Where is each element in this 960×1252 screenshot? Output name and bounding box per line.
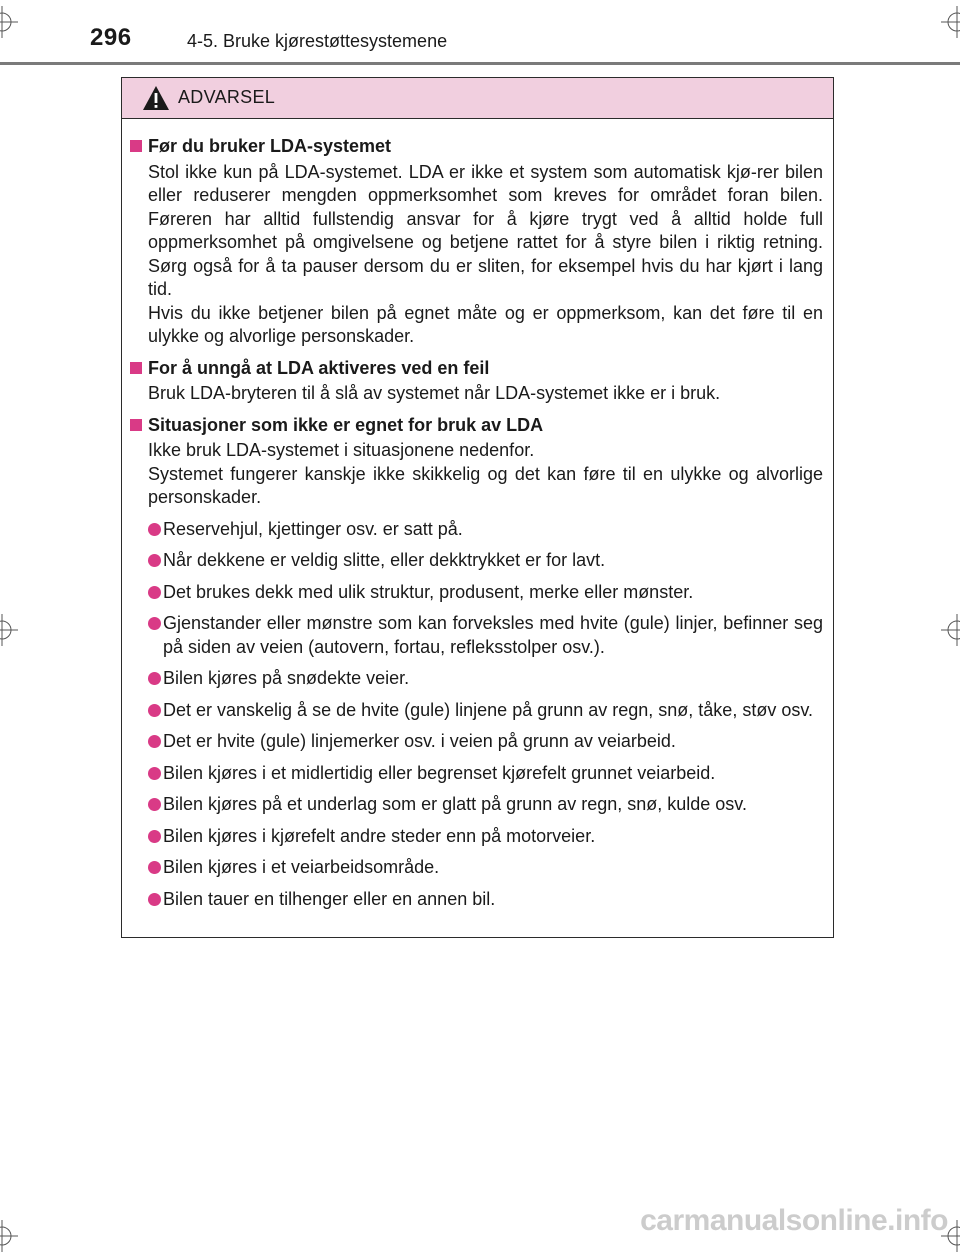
list-item-text: Reservehjul, kjettinger osv. er satt på.	[163, 518, 463, 539]
bullet-dot-icon	[148, 672, 161, 685]
list-item	[130, 667, 823, 691]
watermark: carmanualsonline.info	[640, 1204, 948, 1237]
header-rule	[0, 62, 960, 65]
list-item	[130, 888, 823, 912]
warning-box	[121, 77, 834, 938]
list-item-text: Det er hvite (gule) linjemerker osv. i veien på grunn av veiarbeid.	[163, 731, 676, 751]
bullet-dot-icon	[148, 830, 161, 843]
bullet-dot-icon	[148, 523, 161, 536]
situation-list	[130, 518, 823, 912]
list-item	[130, 612, 823, 659]
crop-mark-mid-right	[941, 614, 960, 646]
bullet-dot-icon	[148, 617, 161, 630]
list-item	[130, 699, 823, 723]
square-bullet-icon	[130, 362, 142, 374]
paragraph: Ikke bruk LDA-systemet i situasjonene nedenfor.	[148, 440, 535, 460]
page-header	[0, 0, 960, 64]
list-item-text: Når dekkene er veldig slitte, eller dekktrykket er for lavt.	[163, 550, 606, 570]
section-heading	[130, 414, 823, 438]
list-item-text: Bilen kjøres i kjørefelt andre steder enn på motorveier.	[163, 825, 596, 846]
square-bullet-icon	[130, 140, 142, 152]
section-heading-text: Før du bruker LDA-systemet	[148, 136, 392, 156]
section-unsuitable-situations	[130, 414, 823, 912]
list-item-text: Bilen kjøres i et veiarbeidsområde.	[163, 857, 440, 877]
list-item-text: Gjenstander eller mønstre som kan forveksles med hvite (gule) linjer, befinner seg på siden av veien (autovern, fortau, refleksstolper osv.).	[163, 613, 823, 657]
section-heading	[130, 135, 823, 159]
bullet-dot-icon	[148, 861, 161, 874]
list-item-text: Bilen kjøres i et midlertidig eller begrenset kjørefelt grunnet veiarbeid.	[163, 762, 716, 783]
bullet-dot-icon	[148, 735, 161, 748]
section-heading-text: For å unngå at LDA aktiveres ved en feil	[148, 357, 490, 378]
list-item	[130, 856, 823, 880]
warning-header	[122, 78, 833, 119]
list-item	[130, 581, 823, 605]
list-item	[130, 518, 823, 542]
section-before-use	[130, 135, 823, 349]
list-item	[130, 762, 823, 786]
list-item	[130, 825, 823, 849]
crop-mark-bottom-left	[0, 1220, 18, 1252]
paragraph: Bruk LDA-bryteren til å slå av systemet når LDA-systemet ikke er i bruk.	[148, 383, 721, 403]
list-item-text: Bilen tauer en tilhenger eller en annen bil.	[163, 888, 496, 909]
list-item-text: Det er vanskelig å se de hvite (gule) linjene på grunn av regn, snø, tåke, støv osv.	[163, 699, 813, 720]
list-item	[130, 730, 823, 754]
warning-triangle-icon	[142, 85, 170, 111]
square-bullet-icon	[130, 419, 142, 431]
page-number: 296	[90, 24, 132, 51]
chapter-title: 4-5. Bruke kjørestøttesystemene	[187, 31, 448, 51]
list-item-text: Bilen kjøres på snødekte veier.	[163, 668, 410, 688]
bullet-dot-icon	[148, 767, 161, 780]
section-heading-text: Situasjoner som ikke er egnet for bruk av LDA	[148, 414, 544, 435]
warning-title: ADVARSEL	[178, 87, 276, 107]
bullet-dot-icon	[148, 554, 161, 567]
paragraph: Stol ikke kun på LDA-systemet. LDA er ikke et system som automatisk kjø-rer bilen eller reduserer mengden oppmerksomhet som kreves for området foran bilen. Føreren har alltid fullstendig ansvar for å kjøre trygt ved å alltid holde full oppmerksomhet på omgivelsene og betjene rattet for å styre bilen i riktig retning. Sørg også for å ta pauser dersom du er sliten, for eksempel hvis du har kjørt i lang tid.	[148, 161, 823, 299]
bullet-dot-icon	[148, 798, 161, 811]
section-avoid-activation	[130, 357, 823, 406]
section-heading	[130, 357, 823, 381]
list-item	[130, 793, 823, 817]
bullet-dot-icon	[148, 893, 161, 906]
list-item	[130, 549, 823, 573]
bullet-dot-icon	[148, 704, 161, 717]
paragraph: Hvis du ikke betjener bilen på egnet måte og er oppmerksom, kan det føre til en ulykke og alvorlige personskader.	[148, 302, 823, 346]
bullet-dot-icon	[148, 586, 161, 599]
list-item-text: Det brukes dekk med ulik struktur, produsent, merke eller mønster.	[163, 581, 694, 602]
paragraph: Systemet fungerer kanskje ikke skikkelig og det kan føre til en ulykke og alvorlige personskader.	[148, 463, 823, 507]
list-item-text: Bilen kjøres på et underlag som er glatt på grunn av regn, snø, kulde osv.	[163, 794, 747, 814]
warning-body	[122, 119, 833, 911]
crop-mark-mid-left	[0, 614, 18, 646]
